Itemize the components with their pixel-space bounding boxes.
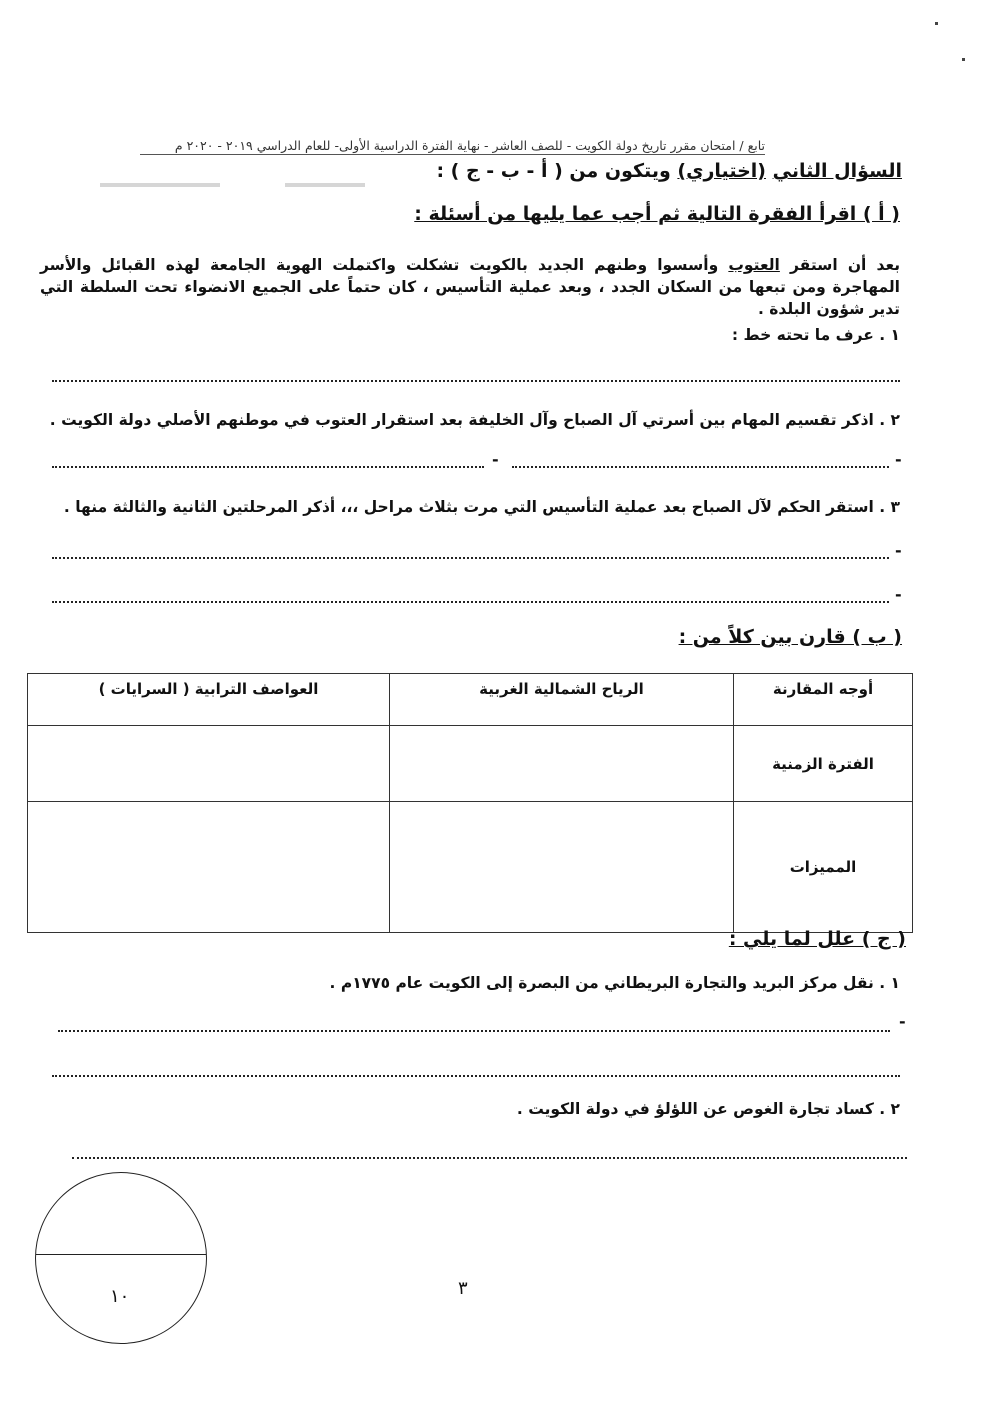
underlined-term: العتوب [728, 256, 780, 274]
section-c-heading: ( ج ) علل لما يلي : [728, 928, 906, 950]
scan-mark [962, 58, 965, 61]
section-a-heading: ( أ ) اقرأ الفقرة التالية ثم أجب عما يليها من أسئلة : [414, 203, 900, 225]
question-a3: ٣ . استقر الحكم لآل الصباح بعد عملية التأسيس التي مرت بثلاث مراحل ،،، أذكر المرحلتين الثانية والثالثة منها . [63, 498, 900, 516]
table-header: الرياح الشمالية الغربية [390, 674, 734, 726]
paragraph-rest: وأسسوا وطنهم الجديد بالكويت تشكلت واكتملت الهوية الجامعة لهذه القبائل والأسر المهاجرة ومن تبعها من السكان الجدد ، وبعد عملية التأسيس ، كان حتماً على الجميع الانضواء تحت السلطة التي تدير شؤون البلدة . [40, 256, 900, 318]
answer-line[interactable] [52, 380, 900, 382]
row-label: المميزات [734, 802, 913, 933]
answer-line[interactable] [52, 466, 484, 468]
question-type: (اختياري) [677, 160, 766, 182]
exam-header: تابع / امتحان مقرر تاريخ دولة الكويت - للصف العاشر - نهاية الفترة الدراسية الأولى- للعام الدراسي ٢٠١٩ - ٢٠٢٠ م [140, 138, 765, 155]
faded-scribble [100, 183, 220, 187]
question-c2: ٢ . كساد تجارة الغوص عن اللؤلؤ في دولة الكويت . [516, 1100, 900, 1118]
question-c1: ١ . نقل مركز البريد والتجارة البريطاني من البصرة إلى الكويت عام ١٧٧٥م . [329, 974, 900, 992]
row-label: الفترة الزمنية [734, 726, 913, 802]
question-a1: ١ . عرف ما تحته خط : [731, 326, 900, 344]
answer-cell[interactable] [28, 726, 390, 802]
answer-line[interactable] [58, 1030, 890, 1032]
answer-dash: - [895, 450, 902, 469]
score-circle [35, 1172, 207, 1344]
faded-scribble [285, 183, 365, 187]
answer-line[interactable] [52, 557, 889, 559]
answer-dash: - [895, 585, 902, 604]
total-score: ١٠ [110, 1286, 130, 1307]
reading-paragraph [40, 254, 900, 320]
answer-cell[interactable] [28, 802, 390, 933]
answer-line[interactable] [72, 1157, 907, 1159]
answer-dash: - [492, 450, 499, 469]
answer-cell[interactable] [390, 726, 734, 802]
table-header: أوجه المقارنة [734, 674, 913, 726]
section-b-heading: ( ب ) قارن بين كلاً من : [678, 626, 902, 648]
paragraph-start: بعد أن استقر [790, 256, 901, 274]
question-a2: ٢ . اذكر تقسيم المهام بين أسرتي آل الصباح وآل الخليفة بعد استقرار العتوب في موطنهم الأصلي دولة الكويت . [49, 411, 900, 429]
comparison-table [27, 673, 913, 933]
answer-line[interactable] [512, 466, 889, 468]
answer-dash: - [895, 541, 902, 560]
page-number: ٣ [458, 1278, 468, 1299]
question-title [436, 160, 902, 182]
question-number: السؤال الثاني [772, 160, 902, 182]
table-header: العواصف الترابية ( السرايات ) [28, 674, 390, 726]
answer-line[interactable] [52, 1075, 900, 1077]
question-parts: ويتكون من ( أ - ب - ج ) : [436, 160, 671, 182]
answer-cell[interactable] [390, 802, 734, 933]
score-divider [36, 1254, 206, 1255]
scan-mark [935, 22, 938, 25]
answer-line[interactable] [52, 601, 889, 603]
answer-dash: - [899, 1012, 906, 1031]
